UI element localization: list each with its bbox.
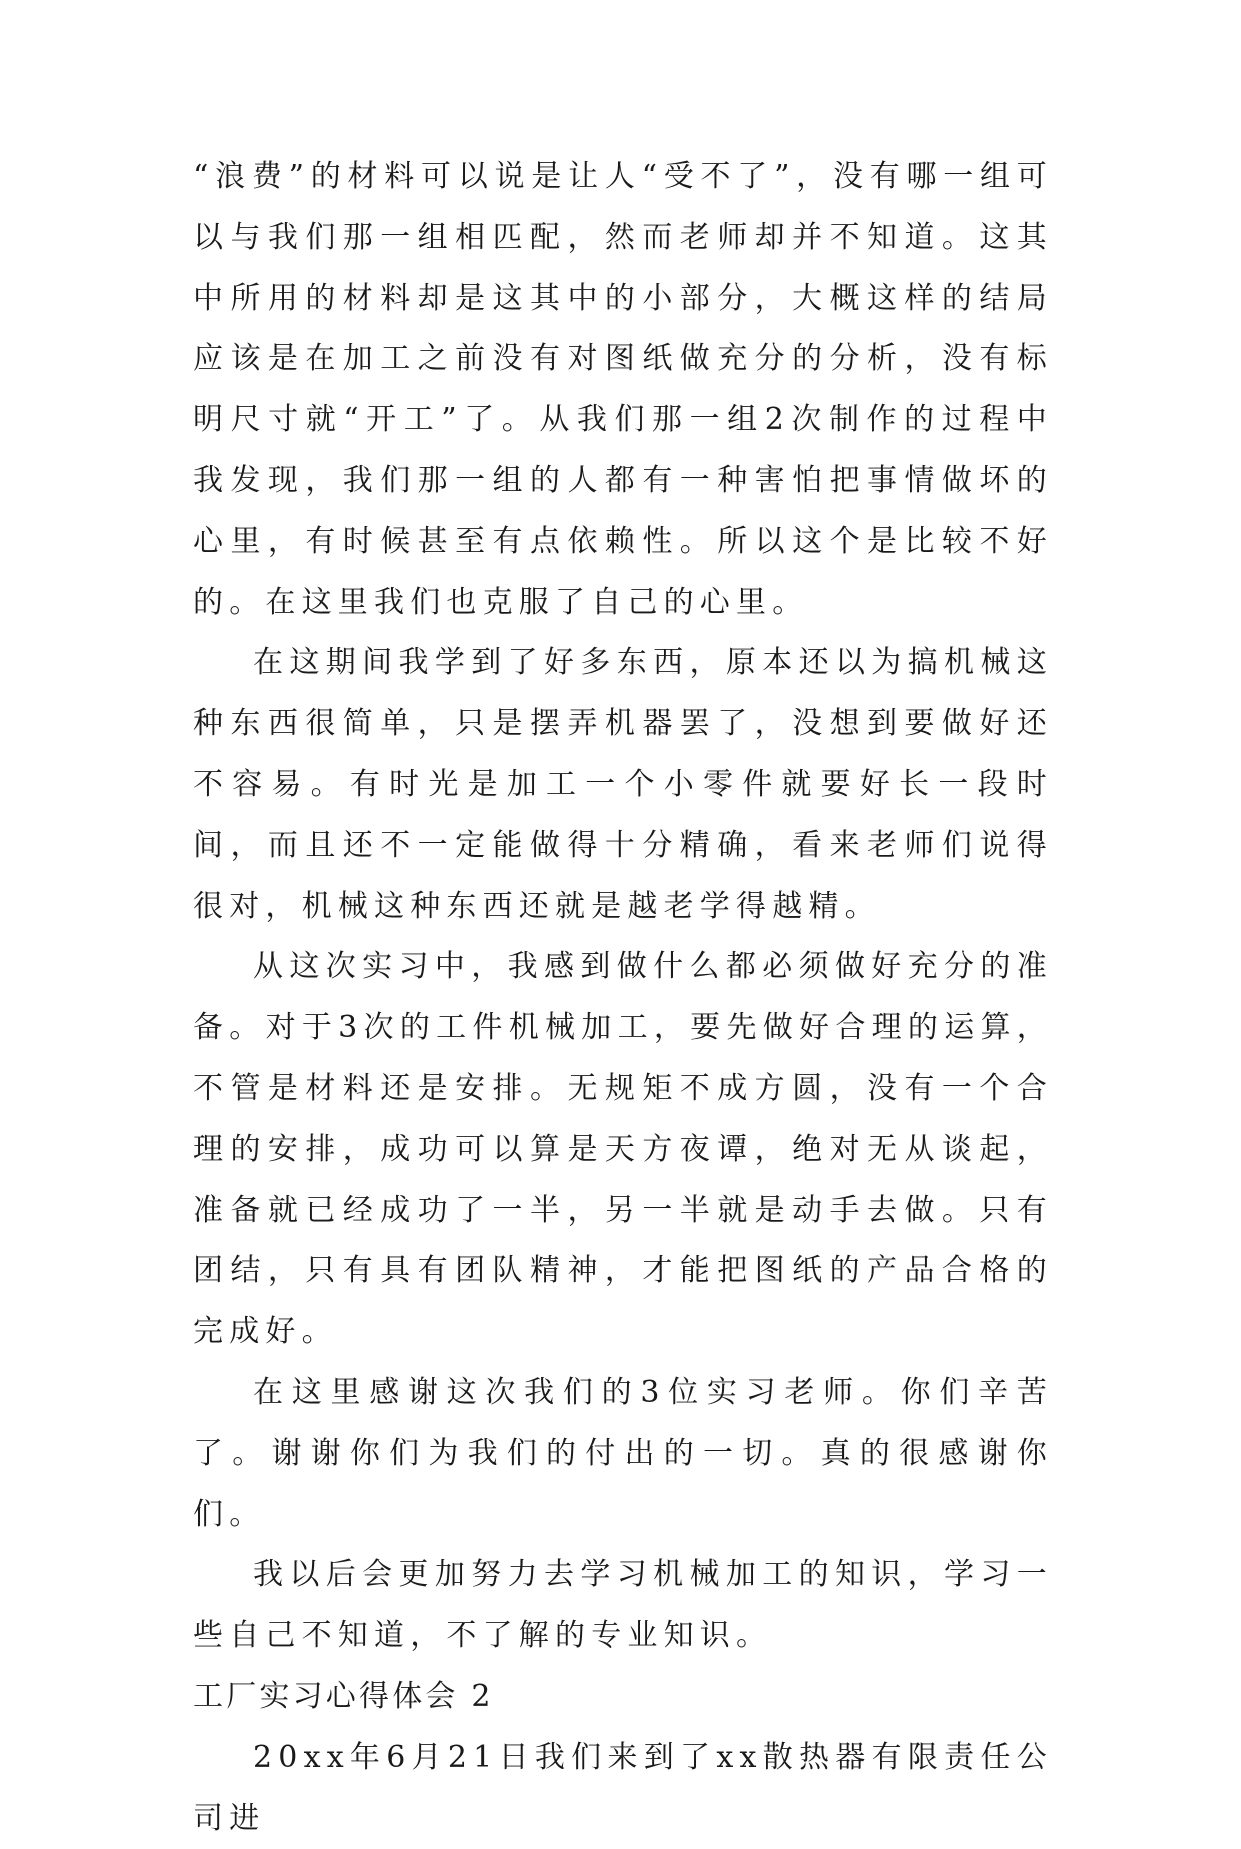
section-title: 工厂实习心得体会 2: [193, 1678, 494, 1714]
body-paragraph-5: 我以后会更加努力去学习机械加工的知识，学习一些自己不知道，不了解的专业知识。: [193, 1557, 1053, 1654]
body-paragraph-1: “浪费”的材料可以说是让人“受不了”，没有哪一组可以与我们那一组相匹配，然而老师却并不知道。这其中所用的材料却是这其中的小部分，大概这样的结局应该是在加工之前没有对图纸做充分的分析，没有标明尺寸就“开工”了。从我们那一组2次制作的过程中我发现，我们那一组的人都有一种害怕把事情做坏的心里，有时候甚至有点依赖性。所以这个是比较不好的。在这里我们也克服了自己的心里。: [193, 159, 1053, 620]
body-paragraph-6: 20xx年6月21日我们来到了xx散热器有限责任公司进: [193, 1739, 1053, 1836]
body-paragraph-3: 从这次实习中，我感到做什么都必须做好充分的准备。对于3次的工件机械加工，要先做好合理的运算，不管是材料还是安排。无规矩不成方圆，没有一个合理的安排，成功可以算是天方夜谭，绝对无从谈起，准备就已经成功了一半，另一半就是动手去做。只有团结，只有具有团队精神，才能把图纸的产品合格的完成好。: [193, 949, 1053, 1350]
body-paragraph-4: 在这里感谢这次我们的3位实习老师。你们辛苦了。谢谢你们为我们的付出的一切。真的很感谢你们。: [193, 1374, 1053, 1532]
document-page: [193, 147, 1053, 1849]
body-paragraph-2: 在这期间我学到了好多东西，原本还以为搞机械这种东西很简单，只是摆弄机器罢了，没想到要做好还不容易。有时光是加工一个小零件就要好长一段时间，而且还不一定能做得十分精确，看来老师们说得很对，机械这种东西还就是越老学得越精。: [193, 645, 1053, 924]
